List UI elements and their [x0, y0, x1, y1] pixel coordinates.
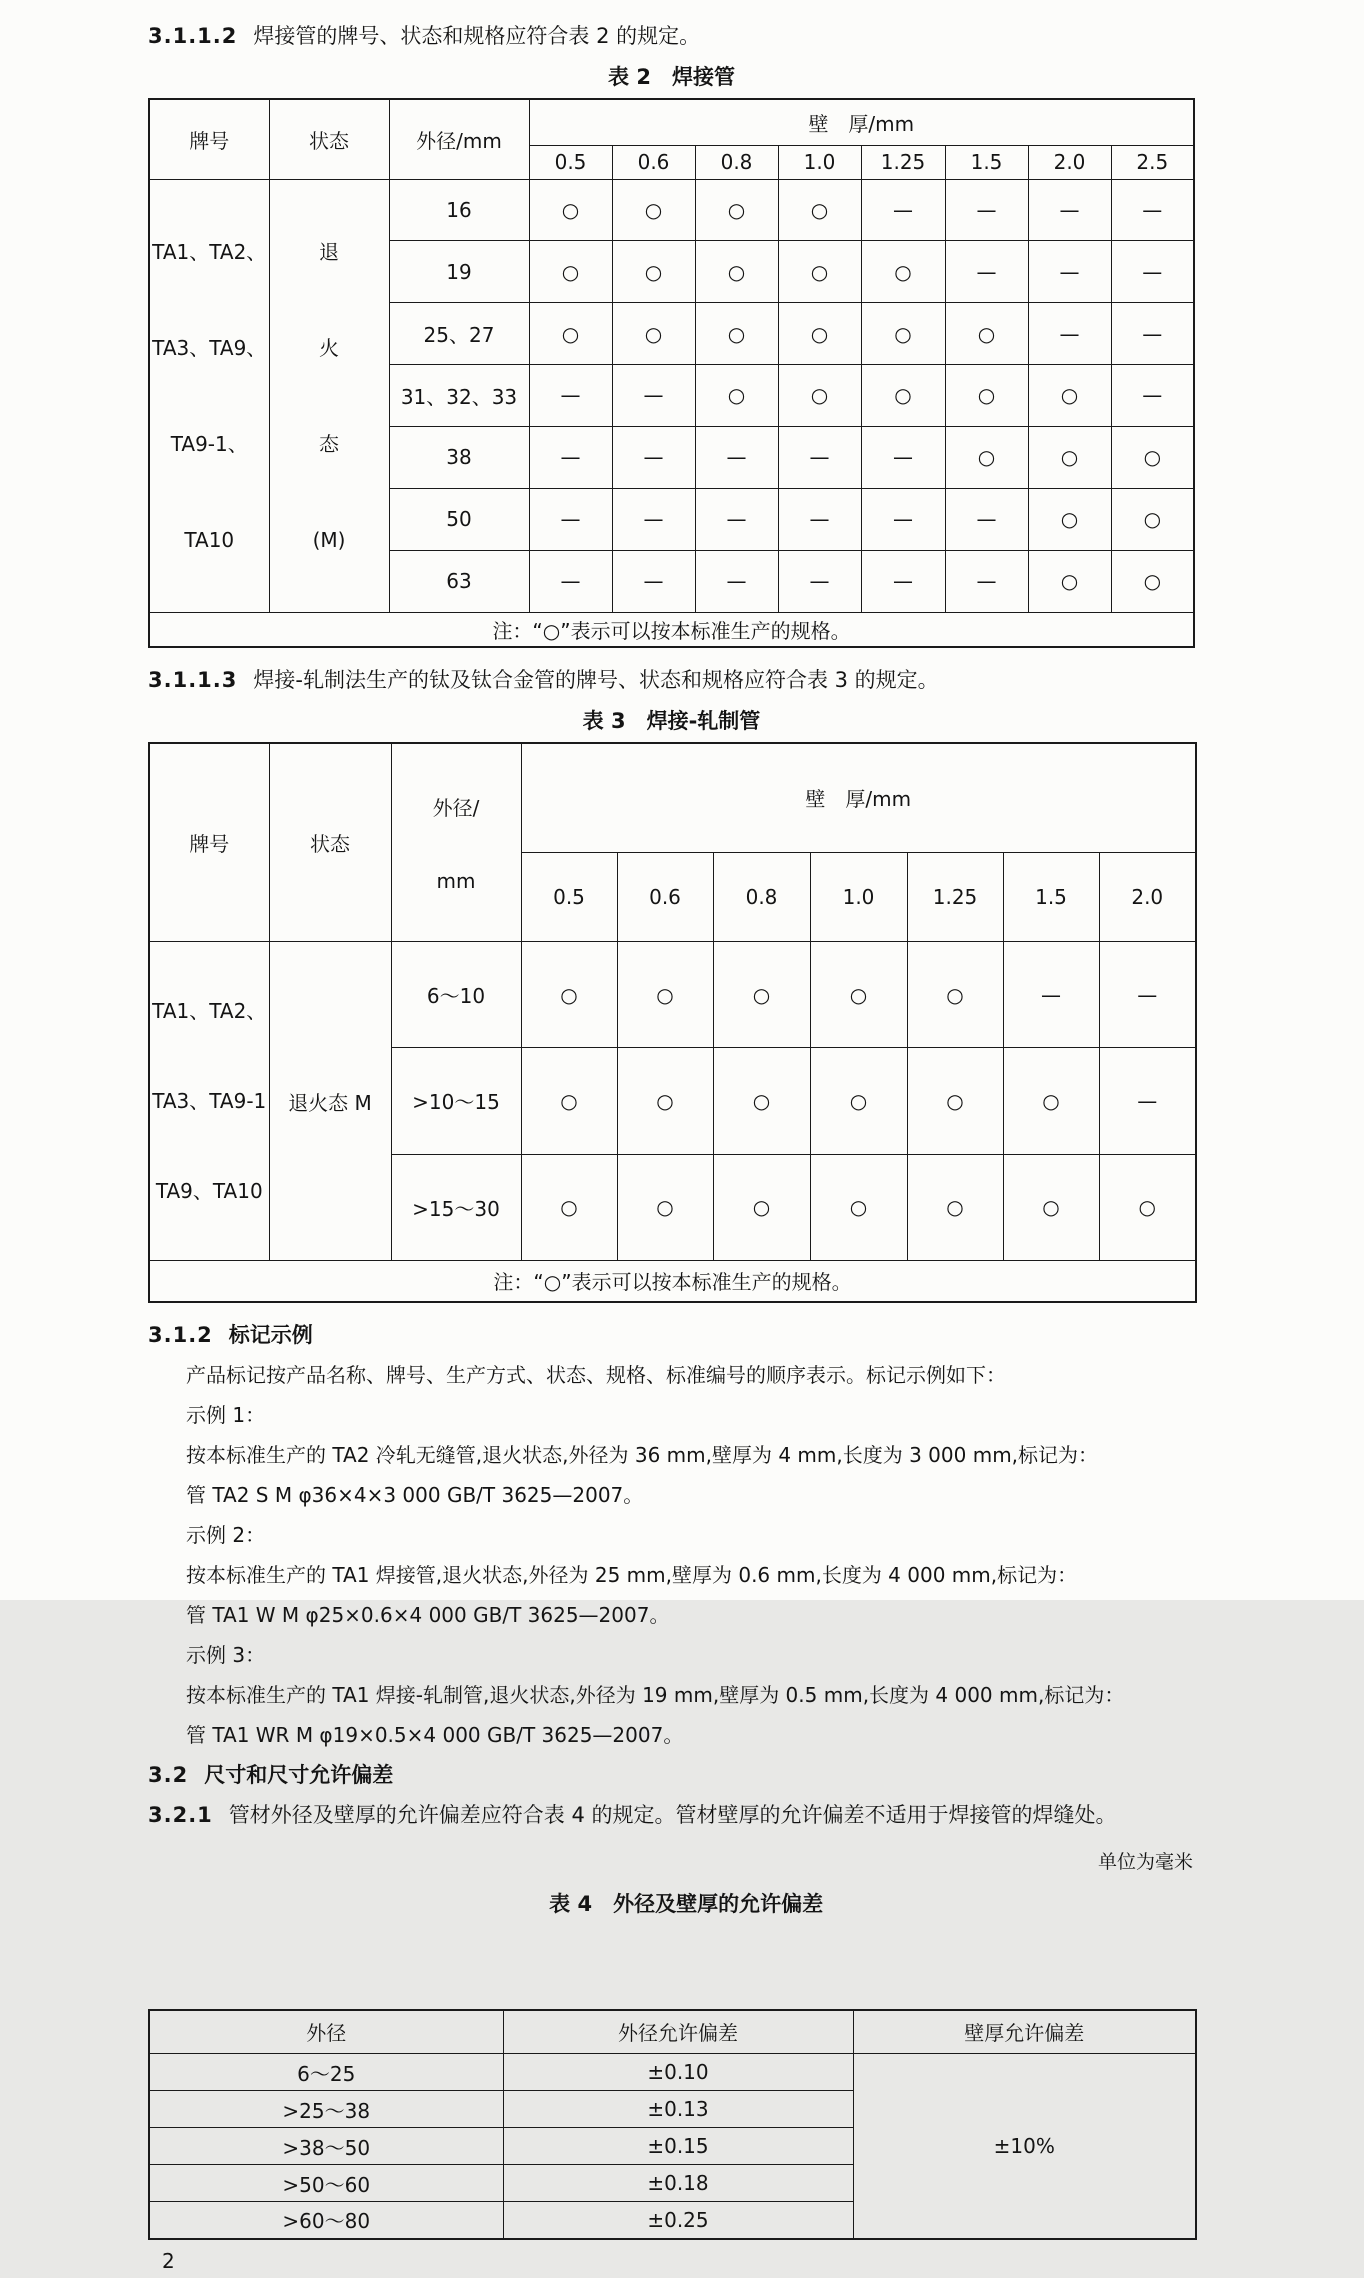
t4-wall-dev-cell: ±10% — [853, 2054, 1196, 2239]
t2-mark-cell: — — [861, 426, 945, 488]
example-2-designation: 管 TA1 W M φ25×0.6×4 000 GB/T 3625—2007。 — [186, 1602, 670, 1627]
t2-grade-line: TA3、TA9、 — [152, 335, 267, 360]
t3-header-od-line: mm — [436, 869, 476, 893]
t2-mark-cell: — — [695, 488, 778, 550]
t2-mark-cell: — — [612, 426, 695, 488]
table-4-caption: 表 4 外径及壁厚的允许偏差 — [549, 1891, 824, 1916]
clause-title: 尺寸和尺寸允许偏差 — [204, 1762, 394, 1787]
t3-grade-line: TA1、TA2、 — [152, 999, 267, 1023]
example-1-designation: 管 TA2 S M φ36×4×3 000 GB/T 3625—2007。 — [186, 1482, 644, 1507]
t4-od-cell: >38～50 — [149, 2128, 503, 2165]
t2-wall-col: 2.5 — [1111, 145, 1194, 179]
t2-mark-cell: ○ — [529, 241, 612, 303]
t2-mark-cell: ○ — [861, 241, 945, 303]
t2-row — [149, 179, 1194, 241]
t2-header-grade: 牌号 — [149, 99, 269, 179]
t2-mark-cell: ○ — [695, 303, 778, 365]
clause-text: 焊接-轧制法生产的钛及钛合金管的牌号、状态和规格应符合表 3 的规定。 — [253, 668, 939, 692]
t2-mark-cell: — — [695, 550, 778, 612]
t2-mark-cell: ○ — [778, 303, 861, 365]
t2-mark-cell: — — [778, 426, 861, 488]
clause-3-1-2 — [148, 1315, 1195, 1355]
t3-od-cell: >15～30 — [391, 1154, 521, 1260]
t2-mark-cell: ○ — [695, 365, 778, 427]
example-1-label: 示例 1： — [186, 1402, 266, 1427]
t3-od-cell: 6～10 — [391, 942, 521, 1048]
t3-mark-cell: ○ — [713, 1048, 810, 1154]
t3-grade-line: TA9、TA10 — [155, 1179, 263, 1203]
t2-grade-line: TA1、TA2、 — [152, 239, 267, 264]
t2-mark-cell: ○ — [945, 303, 1028, 365]
t4-dev-cell: ±0.13 — [503, 2091, 853, 2128]
t2-state-line: 火 — [319, 335, 339, 360]
t3-wall-col: 0.6 — [617, 852, 713, 941]
clause-number: 3.1.2 — [148, 1322, 213, 1347]
t2-wall-col: 0.5 — [529, 145, 612, 179]
table-4-unit-label: 单位为毫米 — [1097, 1850, 1193, 1873]
t3-mark-cell: ○ — [521, 1154, 617, 1260]
t4-dev-cell: ±0.25 — [503, 2202, 853, 2239]
t4-header-od-dev: 外径允许偏差 — [503, 2010, 853, 2054]
t2-mark-cell: — — [861, 179, 945, 241]
marking-intro: 产品标记按产品名称、牌号、生产方式、状态、规格、标准编号的顺序表示。标记示例如下： — [186, 1362, 1006, 1387]
t2-mark-cell: ○ — [529, 179, 612, 241]
t2-mark-cell: — — [1111, 241, 1194, 303]
t3-mark-cell: ○ — [907, 942, 1003, 1048]
t2-mark-cell: ○ — [695, 179, 778, 241]
t3-header-row-1 — [149, 743, 1196, 852]
t2-mark-cell: ○ — [612, 241, 695, 303]
t2-mark-cell: — — [1028, 179, 1111, 241]
t2-mark-cell: — — [1111, 179, 1194, 241]
t3-mark-cell: ○ — [713, 942, 810, 1048]
clause-3-1-1-3 — [148, 660, 1195, 700]
t2-od-cell: 50 — [389, 488, 529, 550]
t2-mark-cell: — — [861, 550, 945, 612]
t3-mark-cell: ○ — [617, 942, 713, 1048]
t2-mark-cell: — — [529, 550, 612, 612]
t3-wall-col: 0.8 — [713, 852, 810, 941]
table-4-tolerances — [148, 2009, 1197, 2240]
t2-mark-cell: ○ — [1028, 365, 1111, 427]
t2-mark-cell: — — [529, 426, 612, 488]
t3-wall-col: 0.5 — [521, 852, 617, 941]
t2-mark-cell: — — [861, 488, 945, 550]
t3-mark-cell: — — [1099, 942, 1196, 1048]
t2-mark-cell: ○ — [778, 179, 861, 241]
t4-row — [149, 2054, 1196, 2091]
t2-mark-cell: ○ — [695, 241, 778, 303]
t3-mark-cell: ○ — [810, 1154, 907, 1260]
page-number: 2 — [162, 2248, 175, 2273]
t3-mark-cell: ○ — [810, 942, 907, 1048]
t2-mark-cell: — — [1111, 303, 1194, 365]
t2-mark-cell: ○ — [945, 365, 1028, 427]
example-1-desc: 按本标准生产的 TA2 冷轧无缝管,退火状态,外径为 36 mm,壁厚为 4 mm,长度为 3 000 mm,标记为： — [186, 1442, 1099, 1467]
t3-row — [149, 942, 1196, 1048]
clause-3-2 — [148, 1755, 1195, 1795]
t2-mark-cell: ○ — [1028, 426, 1111, 488]
t2-note-row — [149, 612, 1194, 647]
t3-state-cell: 退火态 M — [269, 942, 391, 1261]
t2-mark-cell: — — [612, 488, 695, 550]
t3-mark-cell: ○ — [1003, 1154, 1099, 1260]
t2-grade-line: TA10 — [184, 527, 235, 552]
table-3-caption: 表 3 焊接-轧制管 — [582, 709, 761, 733]
t2-mark-cell: — — [778, 488, 861, 550]
t2-state-line: (M) — [312, 527, 346, 552]
t4-header-wall-dev: 壁厚允许偏差 — [853, 2010, 1196, 2054]
clause-title: 标记示例 — [228, 1322, 313, 1347]
t2-od-cell: 31、32、33 — [389, 365, 529, 427]
t3-wall-col: 2.0 — [1099, 852, 1196, 941]
t2-header-state: 状态 — [269, 99, 389, 179]
t3-mark-cell: ○ — [713, 1154, 810, 1260]
t2-mark-cell: ○ — [612, 303, 695, 365]
t2-header-row-1 — [149, 99, 1194, 145]
t2-mark-cell: ○ — [861, 303, 945, 365]
t2-od-cell: 38 — [389, 426, 529, 488]
t2-od-cell: 25、27 — [389, 303, 529, 365]
t4-header-od: 外径 — [149, 2010, 503, 2054]
table-2-caption: 表 2 焊接管 — [608, 65, 735, 89]
t2-wall-col: 1.0 — [778, 145, 861, 179]
clause-text: 管材外径及壁厚的允许偏差应符合表 4 的规定。管材壁厚的允许偏差不适用于焊接管的焊缝处。 — [228, 1802, 1117, 1827]
t3-header-grade: 牌号 — [149, 743, 269, 942]
t2-mark-cell: — — [945, 550, 1028, 612]
t2-mark-cell: — — [695, 426, 778, 488]
t2-mark-cell: — — [1028, 303, 1111, 365]
t2-mark-cell: — — [1028, 241, 1111, 303]
clause-text: 焊接管的牌号、状态和规格应符合表 2 的规定。 — [253, 24, 701, 48]
t3-mark-cell: — — [1099, 1048, 1196, 1154]
table-3-welded-rolled-tubes — [148, 742, 1197, 1303]
t3-header-od — [391, 743, 521, 942]
t2-state-line: 退 — [319, 239, 339, 264]
t2-mark-cell: ○ — [1028, 550, 1111, 612]
t3-grade-line: TA3、TA9-1 — [152, 1089, 267, 1113]
t2-state-line: 态 — [319, 431, 339, 456]
t3-od-cell: >10～15 — [391, 1048, 521, 1154]
t2-grade-cell — [149, 179, 269, 612]
t2-mark-cell: — — [945, 488, 1028, 550]
clause-number: 3.1.1.3 — [148, 668, 238, 692]
t3-mark-cell: ○ — [617, 1154, 713, 1260]
t3-mark-cell: ○ — [1099, 1154, 1196, 1260]
t4-od-cell: 6～25 — [149, 2054, 503, 2091]
t4-od-cell: >25～38 — [149, 2091, 503, 2128]
t2-grade-line: TA9-1、 — [170, 431, 248, 456]
t2-mark-cell: ○ — [1111, 488, 1194, 550]
t2-od-cell: 19 — [389, 241, 529, 303]
t4-header-row — [149, 2010, 1196, 2054]
t4-dev-cell: ±0.15 — [503, 2128, 853, 2165]
t3-wall-col: 1.5 — [1003, 852, 1099, 941]
t2-od-cell: 63 — [389, 550, 529, 612]
t3-header-wall: 壁 厚/mm — [521, 743, 1196, 852]
t2-mark-cell: ○ — [945, 426, 1028, 488]
clause-number: 3.1.1.2 — [148, 24, 238, 48]
t4-dev-cell: ±0.10 — [503, 2054, 853, 2091]
t3-wall-col: 1.25 — [907, 852, 1003, 941]
t2-mark-cell: — — [612, 550, 695, 612]
t2-header-wall: 壁 厚/mm — [529, 99, 1194, 145]
t2-mark-cell: — — [529, 488, 612, 550]
t2-mark-cell: — — [1111, 365, 1194, 427]
t2-state-cell — [269, 179, 389, 612]
t2-note: 注：“○”表示可以按本标准生产的规格。 — [149, 612, 1194, 647]
t3-mark-cell: ○ — [617, 1048, 713, 1154]
clause-3-2-1 — [148, 1795, 1195, 1835]
t4-od-cell: >50～60 — [149, 2165, 503, 2202]
example-3-label: 示例 3： — [186, 1642, 266, 1667]
table-4-caption-row — [148, 1841, 1195, 2009]
t2-mark-cell: — — [529, 365, 612, 427]
clause-3-1-1-2 — [148, 16, 1195, 56]
t2-wall-col: 0.6 — [612, 145, 695, 179]
clause-number: 3.2 — [148, 1762, 189, 1787]
t3-mark-cell: ○ — [907, 1048, 1003, 1154]
example-2-desc: 按本标准生产的 TA1 焊接管,退火状态,外径为 25 mm,壁厚为 0.6 mm,长度为 4 000 mm,标记为： — [186, 1562, 1078, 1587]
t3-mark-cell: ○ — [521, 1048, 617, 1154]
t3-mark-cell: ○ — [1003, 1048, 1099, 1154]
t2-od-cell: 16 — [389, 179, 529, 241]
example-3-desc: 按本标准生产的 TA1 焊接-轧制管,退火状态,外径为 19 mm,壁厚为 0.5 mm,长度为 4 000 mm,标记为： — [186, 1682, 1125, 1707]
t2-mark-cell: — — [778, 550, 861, 612]
t3-mark-cell: ○ — [521, 942, 617, 1048]
t2-wall-col: 1.25 — [861, 145, 945, 179]
t3-grade-cell — [149, 942, 269, 1261]
t2-mark-cell: ○ — [778, 241, 861, 303]
t2-wall-col: 0.8 — [695, 145, 778, 179]
t3-mark-cell: ○ — [810, 1048, 907, 1154]
t2-header-od: 外径/mm — [389, 99, 529, 179]
t3-note: 注：“○”表示可以按本标准生产的规格。 — [149, 1261, 1196, 1302]
clause-number: 3.2.1 — [148, 1802, 213, 1827]
t3-note-row — [149, 1261, 1196, 1302]
t2-mark-cell: ○ — [529, 303, 612, 365]
t3-wall-col: 1.0 — [810, 852, 907, 941]
example-2-label: 示例 2： — [186, 1522, 266, 1547]
t2-mark-cell: ○ — [1111, 550, 1194, 612]
t2-mark-cell: ○ — [1111, 426, 1194, 488]
t2-wall-col: 1.5 — [945, 145, 1028, 179]
t3-mark-cell: — — [1003, 942, 1099, 1048]
t2-mark-cell: — — [945, 179, 1028, 241]
t2-mark-cell: ○ — [778, 365, 861, 427]
t3-mark-cell: ○ — [907, 1154, 1003, 1260]
t2-wall-col: 2.0 — [1028, 145, 1111, 179]
t4-dev-cell: ±0.18 — [503, 2165, 853, 2202]
t2-mark-cell: — — [612, 365, 695, 427]
t3-header-state: 状态 — [269, 743, 391, 942]
t3-header-od-line: 外径/ — [432, 796, 480, 820]
table-2-welded-tubes — [148, 98, 1195, 648]
t2-mark-cell: ○ — [1028, 488, 1111, 550]
t4-od-cell: >60～80 — [149, 2202, 503, 2239]
t2-mark-cell: ○ — [861, 365, 945, 427]
example-3-designation: 管 TA1 WR M φ19×0.5×4 000 GB/T 3625—2007。 — [186, 1722, 684, 1747]
t2-mark-cell: — — [945, 241, 1028, 303]
t2-mark-cell: ○ — [612, 179, 695, 241]
